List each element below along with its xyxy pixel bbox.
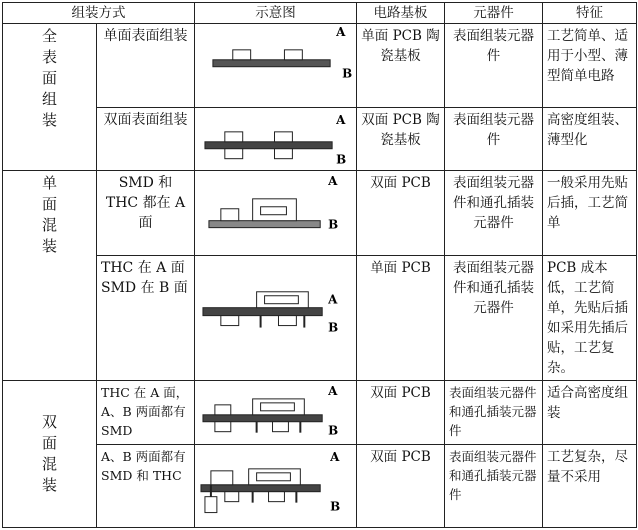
diagram-cell: [195, 171, 357, 255]
board-cell: 双面 PCB: [357, 171, 445, 255]
board-cell: 双面 PCB 陶瓷基板: [357, 108, 445, 171]
sub-method: THC 在 A 面，A、B 两面都有 SMD: [97, 380, 195, 445]
header-row: [3, 3, 637, 24]
pcb-board: [209, 221, 320, 228]
group-name: [3, 380, 97, 527]
board-cell: 单面 PCB 陶瓷基板: [357, 24, 445, 108]
thc-body: [257, 473, 291, 481]
sub-method: THC 在 A 面 SMD 在 B 面: [97, 255, 195, 380]
smd-component: [278, 315, 296, 325]
feature-cell: 一般采用先贴后插，工艺简单: [543, 171, 637, 255]
group-name: [3, 171, 97, 380]
side-a-label: A: [336, 113, 346, 128]
assembly-methods-table: [2, 2, 637, 528]
board-cell: 双面 PCB: [357, 380, 445, 445]
feature-cell: 工艺简单、适用于小型、薄型简单电路: [543, 24, 637, 108]
board-cell: 双面 PCB: [357, 445, 445, 527]
smd-component: [275, 149, 293, 159]
sub-method: 单面表面组装: [97, 24, 195, 108]
sub-method: A、B 两面都有 SMD 和 THC: [97, 445, 195, 527]
group-label: 全表面组装: [41, 27, 57, 129]
side-b-label: B: [342, 66, 353, 81]
side-a-label: A: [336, 24, 346, 39]
diagram-double-mixed-b: [195, 445, 356, 526]
side-b-label: B: [328, 320, 339, 335]
feature-cell: 适合高密度组装: [543, 380, 637, 445]
diagram-cell: [195, 380, 357, 445]
diagram-double-mixed-a: [195, 381, 356, 445]
diagram-cell: [195, 255, 357, 380]
header-components: 元器件: [445, 3, 543, 24]
smd-component: [225, 492, 239, 502]
header-diagram: 示意图: [195, 3, 357, 24]
thc-component: [211, 471, 233, 485]
components-cell: 表面组装元器件: [445, 108, 543, 171]
feature-cell: PCB 成本低，工艺简单，先贴后插如采用先插后贴，工艺复杂。: [543, 255, 637, 380]
sub-method: SMD 和 THC 都在 A 面: [97, 171, 195, 255]
side-b-label: B: [336, 153, 347, 168]
smd-component: [269, 492, 285, 502]
table-row: [3, 24, 637, 108]
pcb-board: [213, 60, 330, 67]
thc-body: [265, 295, 299, 303]
components-cell: 表面组装元器件和通孔插装元器件: [445, 445, 543, 527]
side-b-label: B: [328, 217, 339, 232]
side-a-label: A: [330, 450, 340, 465]
group-label: 单面混装: [41, 174, 57, 256]
group-name: [3, 24, 97, 171]
diagram-cell: [195, 24, 357, 108]
smd-component: [221, 315, 239, 325]
table-row: [3, 445, 637, 527]
smd-component: [275, 132, 293, 142]
side-b-label: B: [330, 499, 341, 514]
diagram-cell: [195, 445, 357, 527]
pcb-board: [205, 142, 332, 149]
table-row: [3, 255, 637, 380]
diagram-cell: [195, 108, 357, 171]
diagram-double-side-smt: [195, 108, 356, 170]
group-label: 双面混装: [41, 412, 57, 494]
smd-component: [225, 149, 243, 159]
pcb-board: [203, 414, 322, 421]
smd-component: [233, 50, 251, 60]
pcb-board: [201, 485, 320, 492]
table-row: [3, 108, 637, 171]
smd-component: [225, 132, 243, 142]
diagram-single-side-smt: [195, 24, 356, 107]
feature-cell: 高密度组装、薄型化: [543, 108, 637, 171]
smd-component: [215, 421, 231, 431]
side-a-label: A: [328, 173, 338, 188]
side-a-label: A: [328, 383, 338, 398]
components-cell: 表面组装元器件和通孔插装元器件: [445, 255, 543, 380]
side-b-label: B: [328, 423, 339, 438]
pcb-board: [203, 307, 322, 315]
thc-body: [261, 402, 295, 410]
diagram-single-mixed-b: [195, 256, 356, 379]
table-row: [3, 380, 637, 445]
header-board: 电路基板: [357, 3, 445, 24]
components-cell: 表面组装元器件: [445, 24, 543, 108]
smd-component: [215, 404, 231, 414]
smd-component: [273, 421, 289, 431]
thc-component-bottom: [205, 497, 217, 513]
diagram-single-mixed-a: [195, 171, 356, 254]
table-row: [3, 171, 637, 255]
smd-component: [284, 50, 302, 60]
header-assembly-method: 组装方式: [3, 3, 195, 24]
feature-cell: 工艺复杂，尽量不采用: [543, 445, 637, 527]
thc-body: [261, 207, 287, 215]
header-features: 特征: [543, 3, 637, 24]
components-cell: 表面组装元器件和通孔插装元器件: [445, 380, 543, 445]
side-a-label: A: [328, 292, 338, 307]
smd-component: [221, 209, 239, 221]
components-cell: 表面组装元器件和通孔插装元器件: [445, 171, 543, 255]
sub-method: 双面表面组装: [97, 108, 195, 171]
board-cell: 单面 PCB: [357, 255, 445, 380]
